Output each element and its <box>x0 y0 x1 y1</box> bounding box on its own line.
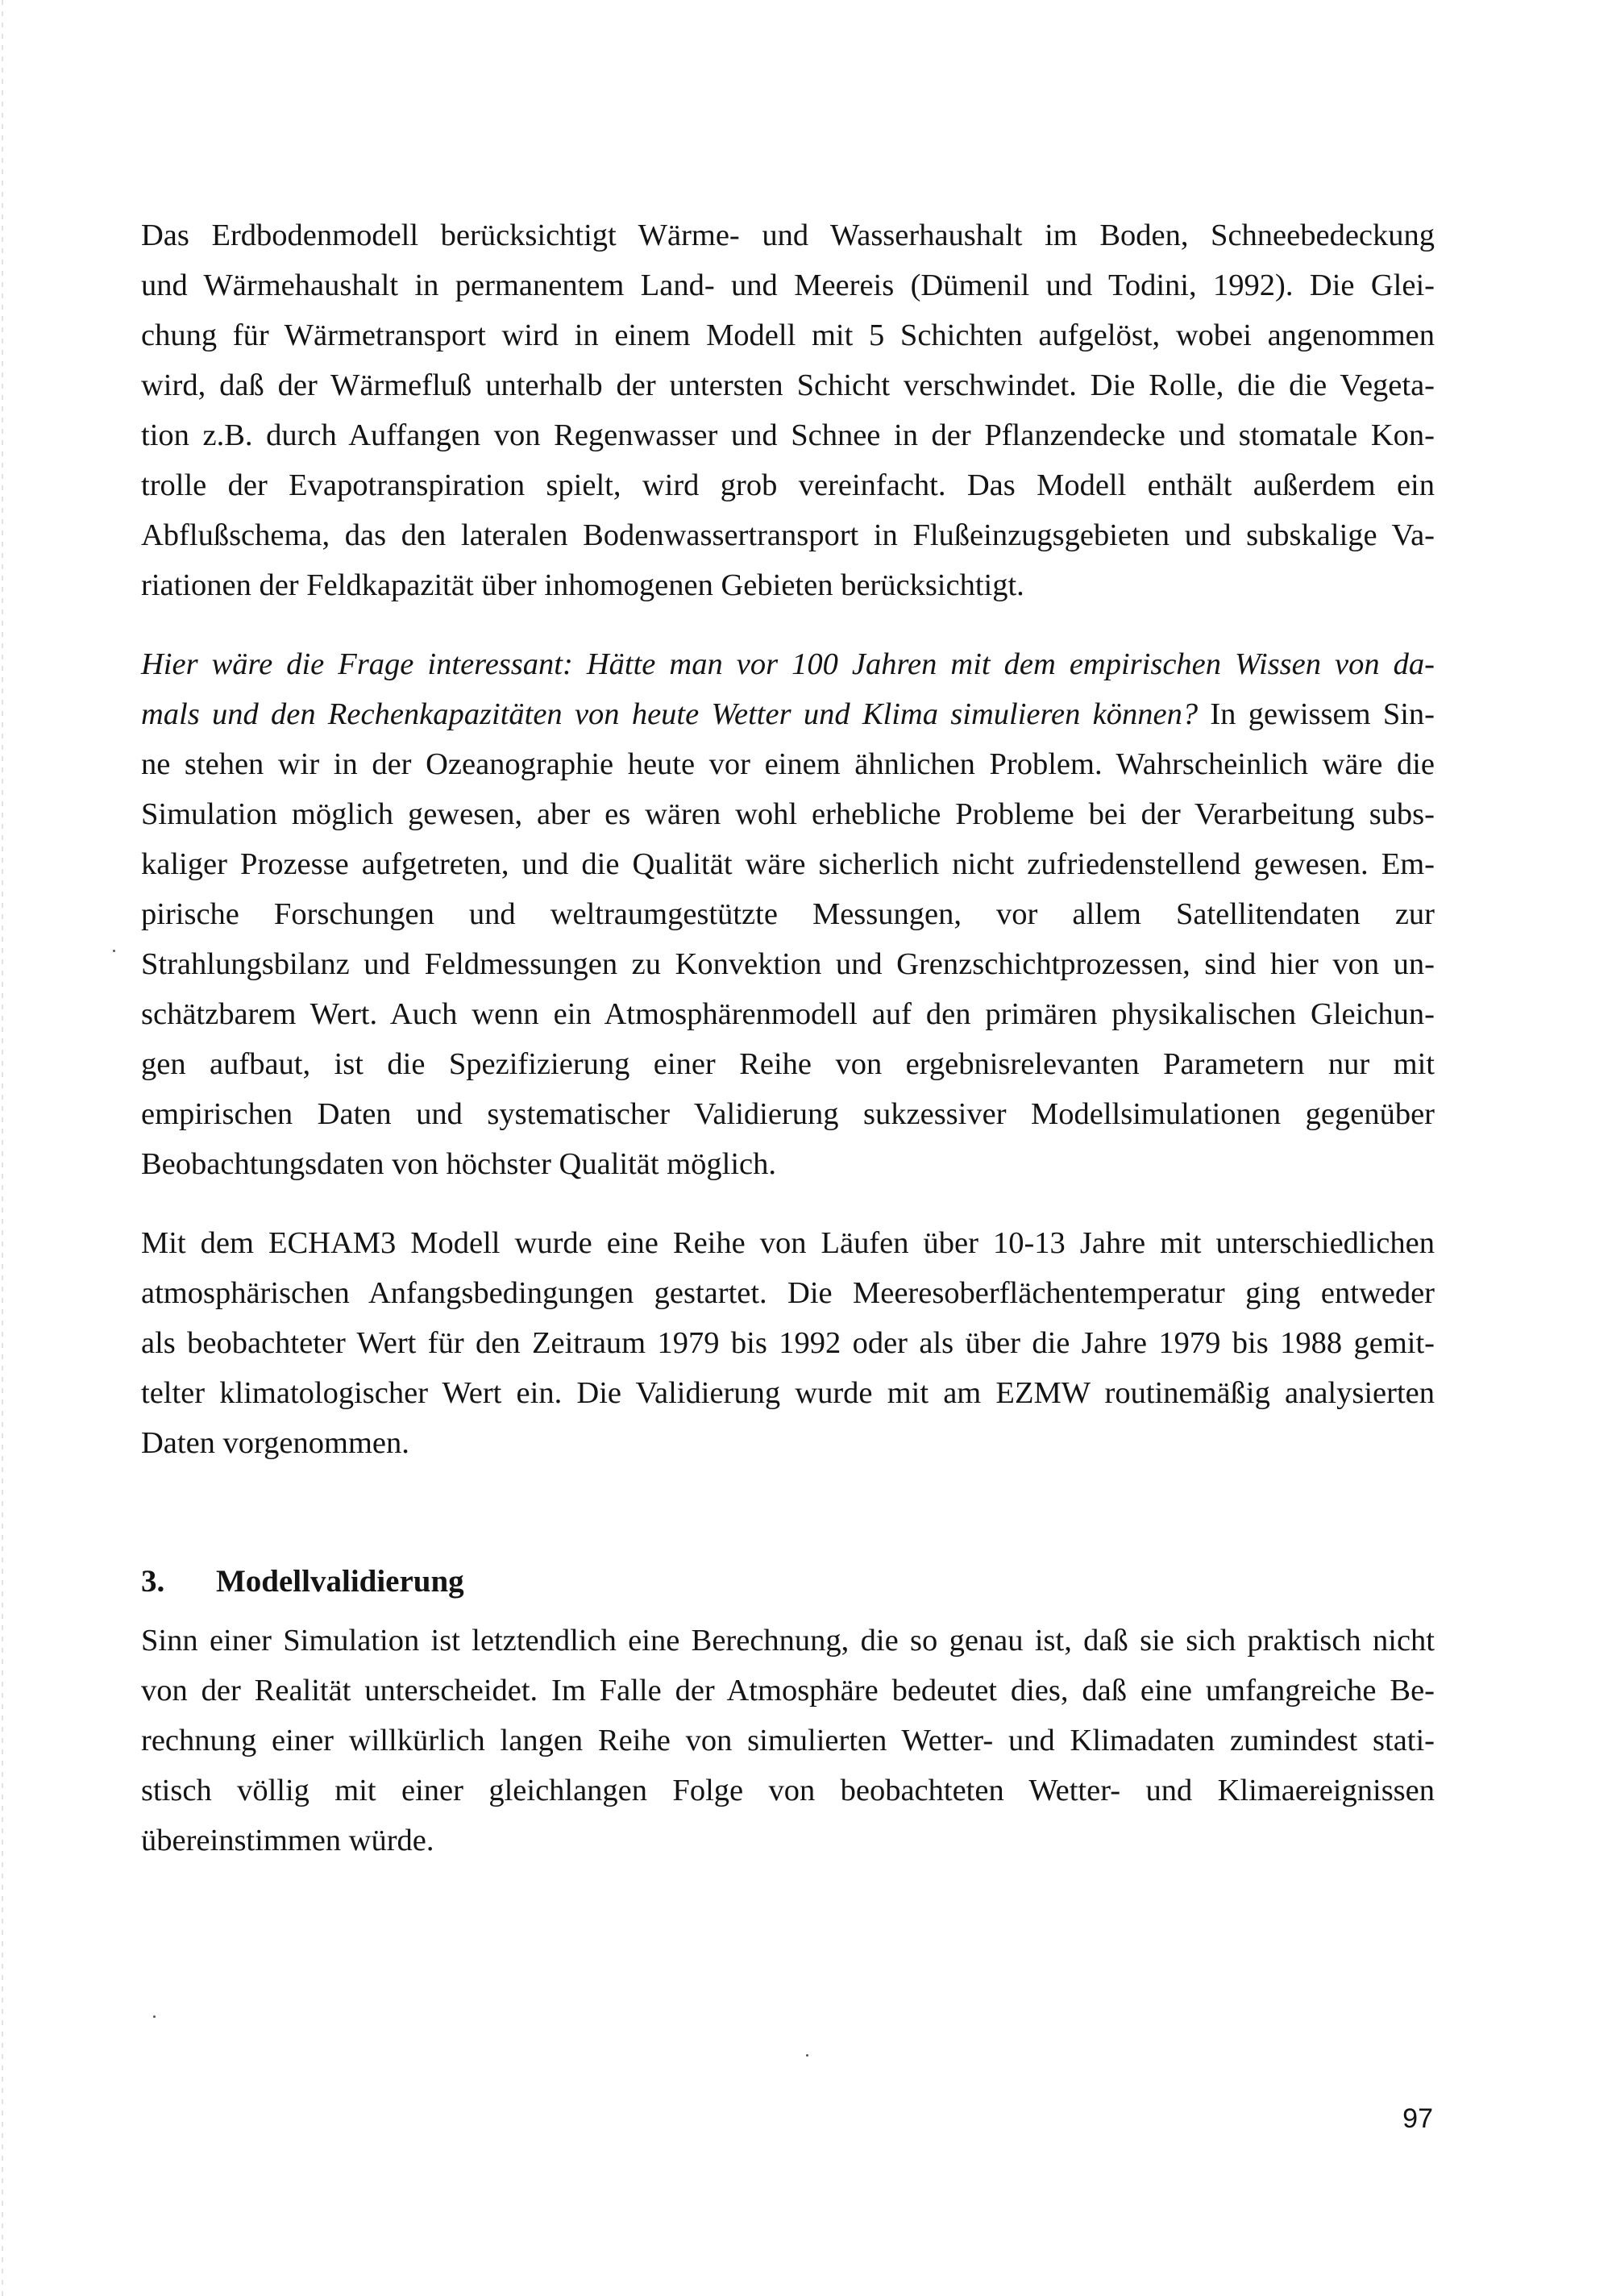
paragraph-soil-model <box>141 210 1435 610</box>
text-line: übereinstimmen würde. <box>141 1824 434 1857</box>
text-line: Daten vorgenommen. <box>141 1426 409 1460</box>
italic-question-line: Hier wäre die Frage interessant: Hätte man vor 100 Jahren mit dem empirischen Wissen von da- <box>141 647 1435 681</box>
text-line: Sinn einer Simulation ist letztendlich eine Berechnung, die so genau ist, daß sie sich praktisch nicht <box>141 1624 1435 1658</box>
text-line: pirische Forschungen und weltraumgestützte Messungen, vor allem Satellitendaten zur <box>141 897 1435 931</box>
text-line: empirischen Daten und systematischer Validierung sukzessiver Modellsimulationen gegenüber <box>141 1097 1435 1131</box>
text-line: chung für Wärmetransport wird in einem Modell mit 5 Schichten aufgelöst, wobei angenommen <box>141 318 1435 352</box>
text-line: Strahlungsbilanz und Feldmessungen zu Konvektion und Grenzschichtprozessen, sind hier von un- <box>141 947 1435 981</box>
scan-speck <box>806 2054 808 2057</box>
section-number: 3. <box>141 1564 165 1599</box>
text-fragment: In gewissem Sin- <box>1198 697 1435 731</box>
text-line: Mit dem ECHAM3 Modell wurde eine Reihe von Läufen über 10-13 Jahre mit unterschiedlichen <box>141 1226 1435 1260</box>
text-line: Das Erdbodenmodell berücksichtigt Wärme- und Wasserhaushalt im Boden, Schneebedeckung <box>141 218 1435 252</box>
text-line: atmosphärischen Anfangsbedingungen gestartet. Die Meeresoberflächentemperatur ging entweder <box>141 1276 1435 1310</box>
paragraph-echam3-runs <box>141 1218 1435 1468</box>
text-line: gen aufbaut, ist die Spezifizierung einer Reihe von ergebnisrelevanten Parametern nur mit <box>141 1047 1435 1081</box>
text-line: ne stehen wir in der Ozeanographie heute vor einem ähnlichen Problem. Wahrscheinlich wäre die <box>141 747 1435 781</box>
scan-speck <box>153 2015 156 2018</box>
text-line: Beobachtungsdaten von höchster Qualität möglich. <box>141 1147 776 1181</box>
text-line: Abflußschema, das den lateralen Bodenwassertransport in Flußeinzugsgebieten und subskalige Va- <box>141 518 1435 552</box>
text-line: von der Realität unterscheidet. Im Falle der Atmosphäre bedeutet dies, daß eine umfangreiche Be- <box>141 1674 1435 1707</box>
text-line: als beobachteter Wert für den Zeitraum 1979 bis 1992 oder als über die Jahre 1979 bis 1988 gemit- <box>141 1326 1435 1360</box>
text-line: stisch völlig mit einer gleichlangen Folge von beobachteten Wetter- und Klimaereignissen <box>141 1774 1435 1807</box>
scan-speck <box>113 950 115 952</box>
text-line: Simulation möglich gewesen, aber es wären wohl erhebliche Probleme bei der Verarbeitung subs- <box>141 797 1435 831</box>
section-heading <box>141 1558 464 1606</box>
page-number: 97 <box>1402 2103 1433 2134</box>
text-line: schätzbarem Wert. Auch wenn ein Atmosphärenmodell auf den primären physikalischen Gleichun- <box>141 997 1435 1031</box>
text-line: kaliger Prozesse aufgetreten, und die Qualität wäre sicherlich nicht zufriedenstellend gewesen. Em- <box>141 847 1435 881</box>
text-line: und Wärmehaushalt in permanentem Land- und Meereis (Dümenil und Todini, 1992). Die Glei- <box>141 268 1435 302</box>
text-line: tion z.B. durch Auffangen von Regenwasser und Schnee in der Pflanzendecke und stomatale Kon- <box>141 418 1435 452</box>
scan-edge-artifact <box>2 0 3 2296</box>
text-line: trolle der Evapotranspiration spielt, wird grob vereinfacht. Das Modell enthält außerdem ein <box>141 468 1435 502</box>
italic-question-fragment: mals und den Rechenkapazitäten von heute Wetter und Klima simulieren können? <box>141 697 1199 731</box>
text-line: rechnung einer willkürlich langen Reihe von simulierten Wetter- und Klimadaten zumindest stati- <box>141 1724 1435 1757</box>
section-title: Modellvalidierung <box>216 1564 464 1599</box>
text-line: riationen der Feldkapazität über inhomogenen Gebieten berücksichtigt. <box>141 568 1024 602</box>
text-line: wird, daß der Wärmefluß unterhalb der untersten Schicht verschwindet. Die Rolle, die die Vegeta- <box>141 368 1435 402</box>
text-line-mixed <box>141 689 1435 739</box>
paragraph-simulation-purpose <box>141 1616 1435 1866</box>
text-line: telter klimatologischer Wert ein. Die Validierung wurde mit am EZMW routinemäßig analysierten <box>141 1376 1435 1410</box>
paragraph-historical-question <box>141 639 1435 1189</box>
